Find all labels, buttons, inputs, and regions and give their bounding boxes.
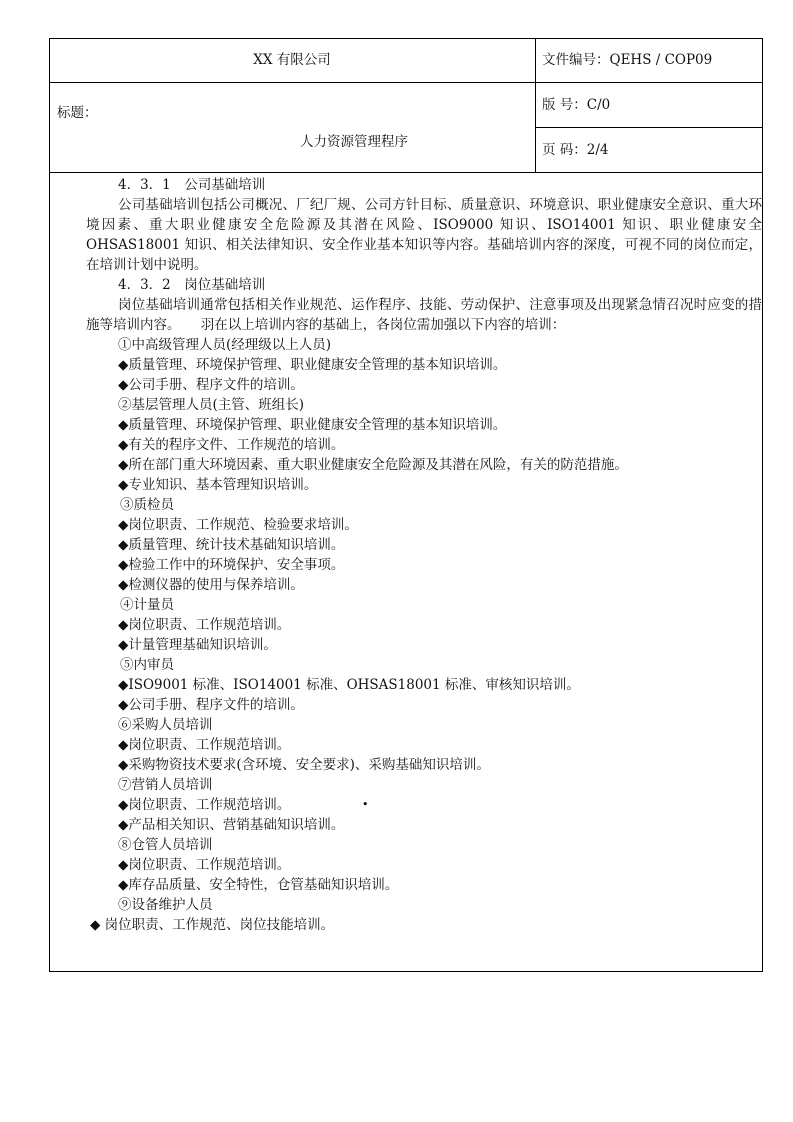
list-item: ◆库存品质量、安全特性，仓管基础知识培训。 <box>118 877 399 893</box>
title-label: 标题： <box>57 105 98 121</box>
list-item-text: ◆岗位职责、工作规范培训。 <box>118 797 291 813</box>
document-number: 文件编号：QEHS / COP09 <box>542 52 713 68</box>
document-body <box>86 175 762 935</box>
list-item: ◆计量管理基础知识培训。 <box>118 637 277 653</box>
list-item: ◆岗位职责、工作规范培训。 <box>118 617 291 633</box>
header-divider-2 <box>535 127 763 128</box>
section-4-3-2-heading: 4．3．2 岗位基础培训 <box>118 277 266 293</box>
header-divider-1 <box>49 82 763 83</box>
list-item: ◆公司手册、程序文件的培训。 <box>118 697 304 713</box>
group-title: ③质检员 <box>120 497 174 513</box>
list-item: ◆岗位职责、工作规范、检验要求培训。 <box>118 517 358 533</box>
list-item: ◆岗位职责、工作规范培训。 <box>118 857 291 873</box>
list-item <box>86 795 762 815</box>
list-item: ◆质量管理、环境保护管理、职业健康安全管理的基本知识培训。 <box>118 357 507 373</box>
group-title: ⑨设备维护人员 <box>118 897 213 913</box>
list-item: ◆检测仪器的使用与保养培训。 <box>118 577 304 593</box>
list-item: ◆采购物资技术要求(含环境、安全要求)、采购基础知识培训。 <box>118 757 490 773</box>
group-title: ⑤内审员 <box>120 657 174 673</box>
page-number: 页 码：2/4 <box>542 142 609 158</box>
company-name: XX 有限公司 <box>253 52 331 68</box>
list-item: ◆ 岗位职责、工作规范、岗位技能培训。 <box>90 917 335 933</box>
list-item: ◆质量管理、环境保护管理、职业健康安全管理的基本知识培训。 <box>118 417 507 433</box>
group-title: ④计量员 <box>120 597 174 613</box>
list-item: ◆岗位职责、工作规范培训。 <box>118 737 291 753</box>
header-column-divider <box>535 38 536 172</box>
list-item: ◆所在部门重大环境因素、重大职业健康安全危险源及其潜在风险，有关的防范措施。 <box>118 457 628 473</box>
list-item: ◆公司手册、程序文件的培训。 <box>118 377 304 393</box>
header-divider-3 <box>49 172 763 173</box>
stray-dot: • <box>362 798 369 811</box>
list-item: ◆质量管理、统计技术基础知识培训。 <box>118 537 345 553</box>
section-4-3-1-text: 公司基础培训包括公司概况、厂纪厂规、公司方针目标、质量意识、环境意识、职业健康安全意识、重大环境因素、重大职业健康安全危险源及其潜在风险、ISO9000 知识、ISO14001 知识、职业健康安全 OHSAS18001 知识、相关法律知识、安全作业基本知识等内容。基础培训内容的深度，可视不同的岗位而定，在培训计划中说明。 <box>86 197 762 273</box>
group-title: ⑥采购人员培训 <box>118 717 213 733</box>
group-title: ⑧仓管人员培训 <box>118 837 213 853</box>
list-item: ◆产品相关知识、营销基础知识培训。 <box>118 817 345 833</box>
list-item: ◆检验工作中的环境保护、安全事项。 <box>118 557 345 573</box>
version-number: 版 号：C/0 <box>542 97 611 113</box>
section-4-3-1-heading: 4．3．1 公司基础培训 <box>118 177 266 193</box>
list-item: ◆专业知识、基本管理知识培训。 <box>118 477 318 493</box>
group-title: ⑦营销人员培训 <box>118 777 213 793</box>
document-title: 人力资源管理程序 <box>300 134 408 150</box>
list-item: ◆ISO9001 标准、ISO14001 标准、OHSAS18001 标准、审核知识培训。 <box>118 677 580 693</box>
list-item: ◆有关的程序文件、工作规范的培训。 <box>118 437 345 453</box>
group-title: ②基层管理人员(主管、班组长) <box>118 397 305 413</box>
section-4-3-2-text: 岗位基础培训通常包括相关作业规范、运作程序、技能、劳动保护、注意事项及出现紧急情召况时应变的措施等培训内容。 羽在以上培训内容的基础上，各岗位需加强以下内容的培训： <box>86 297 762 333</box>
group-title: ①中高级管理人员(经理级以上人员) <box>118 337 332 353</box>
